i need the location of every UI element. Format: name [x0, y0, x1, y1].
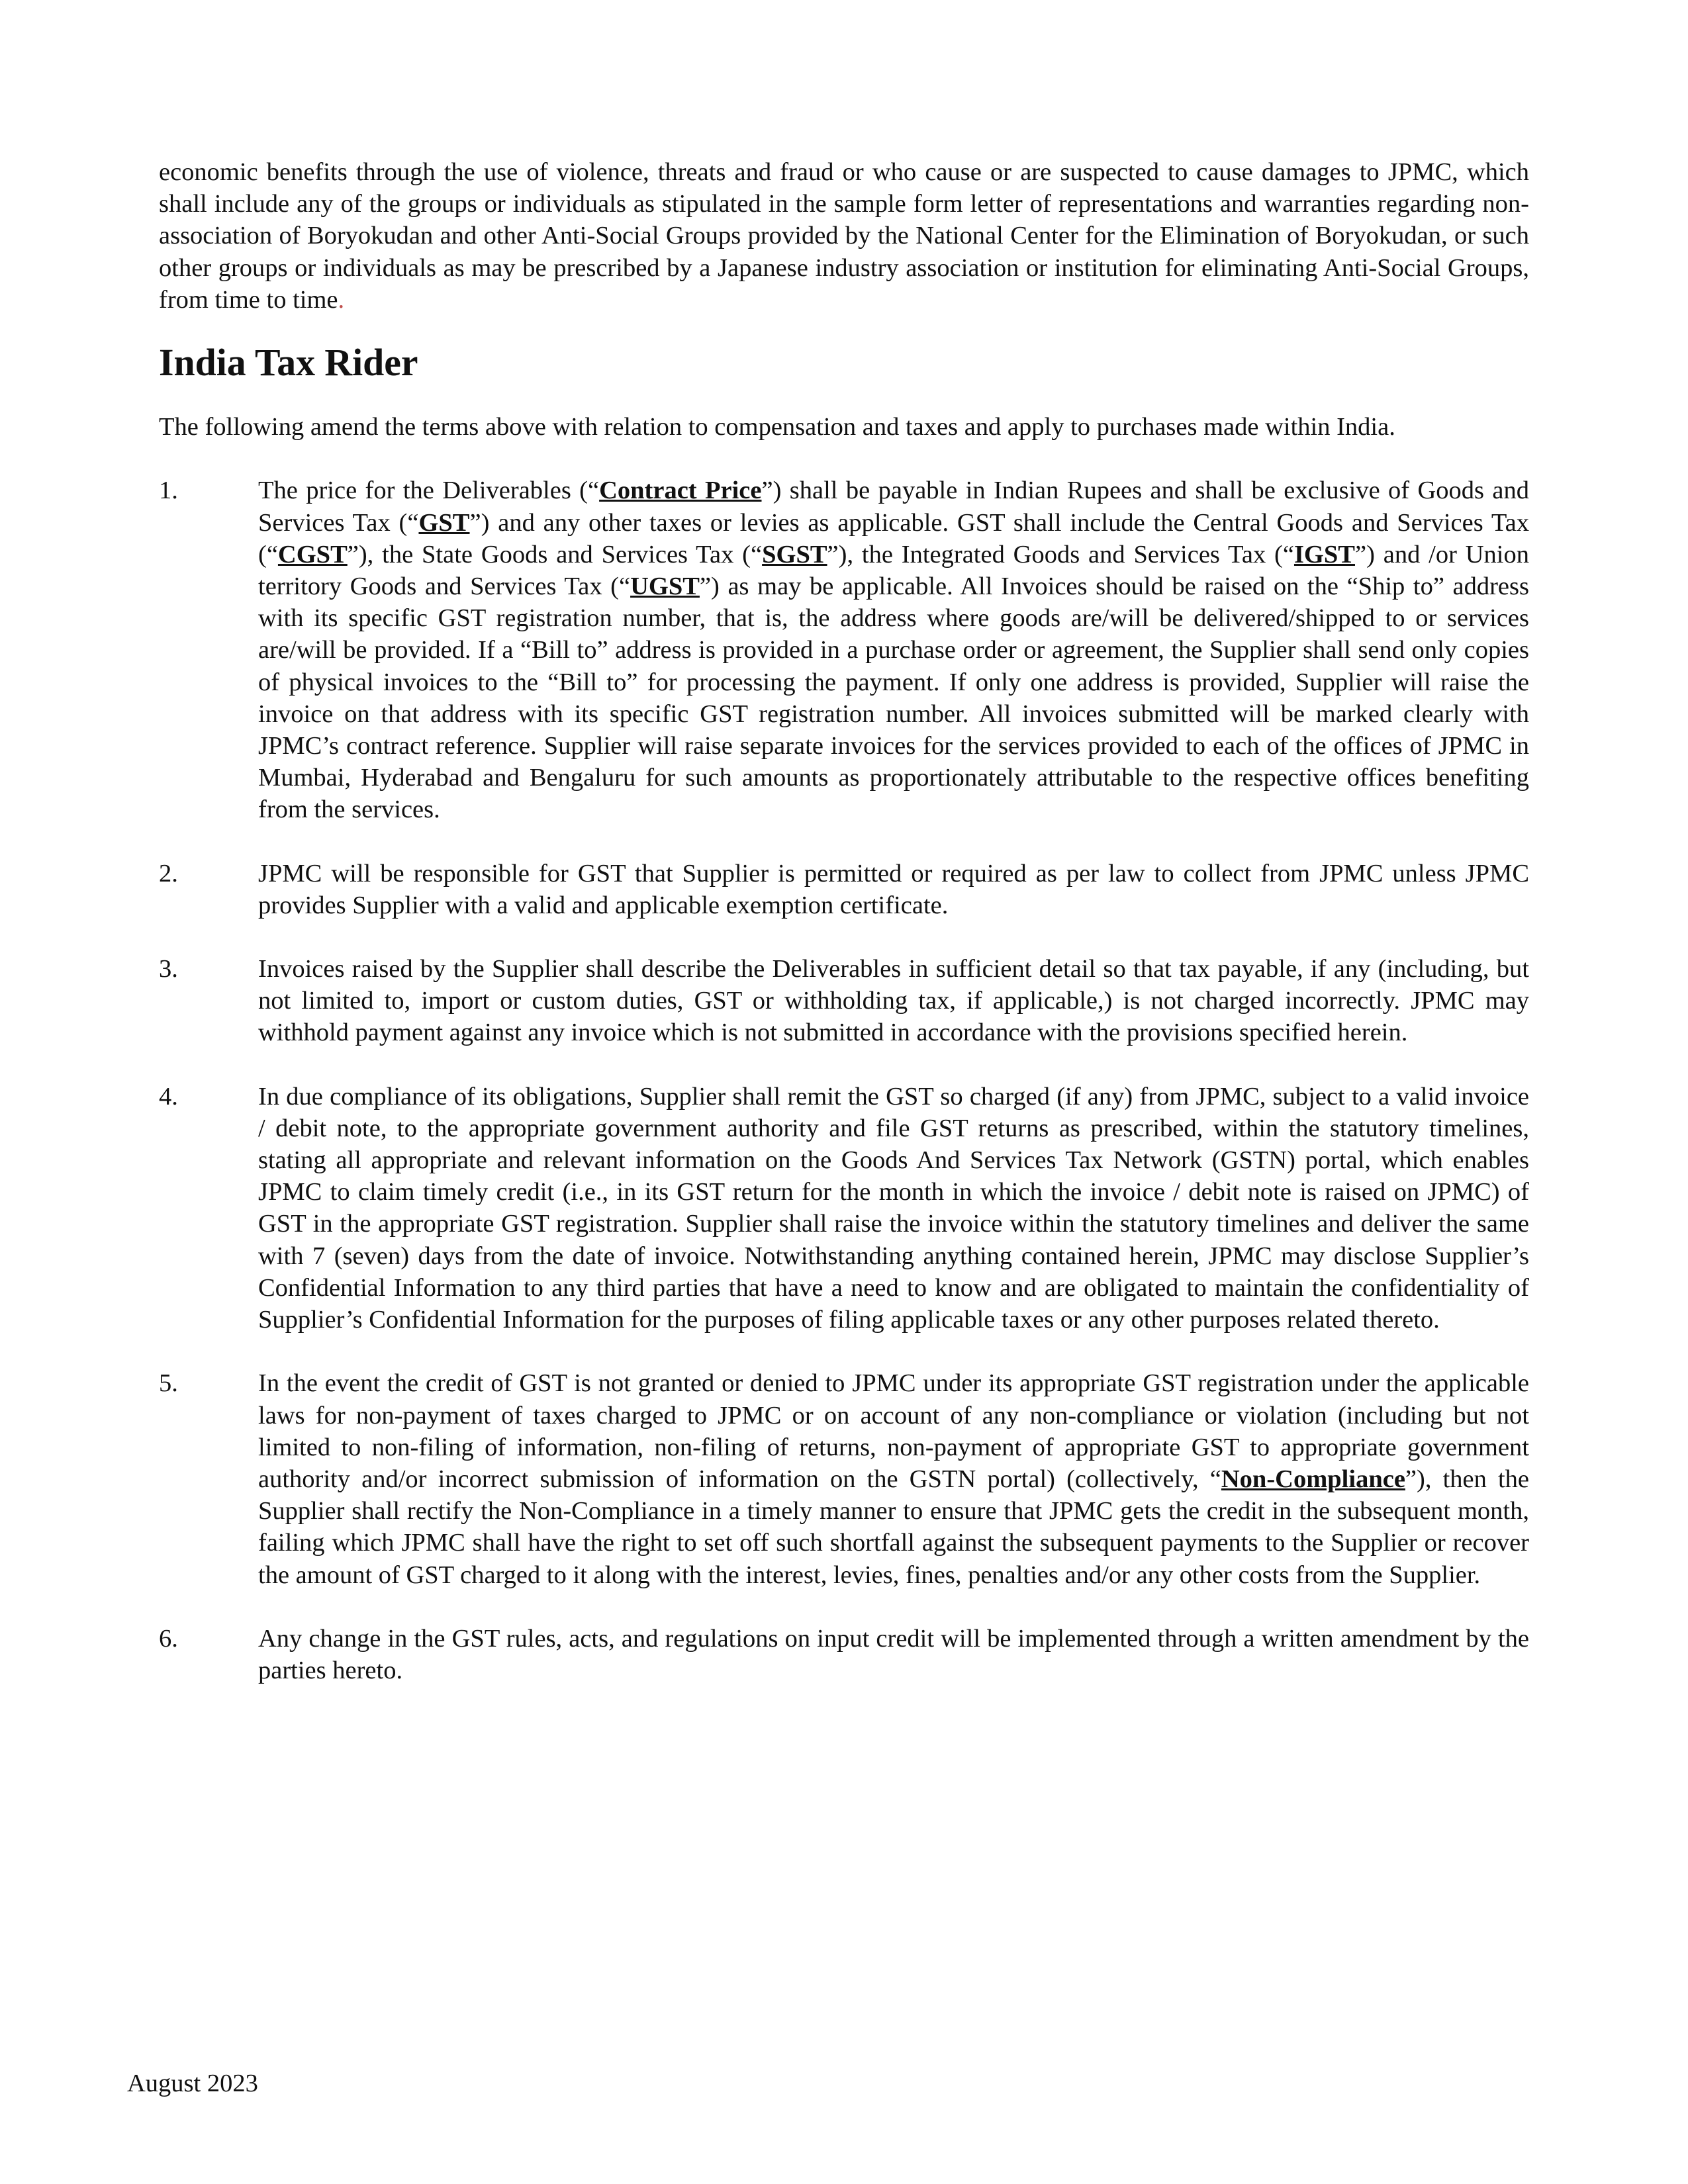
- defined-term: SGST: [762, 540, 827, 569]
- list-item-text: [258, 1081, 1529, 1336]
- intro-period: .: [338, 285, 345, 314]
- list-item-text: [258, 858, 1529, 921]
- list-item-number: 4.: [159, 1082, 178, 1111]
- list-item-text-segment: The price for the Deliverables (“: [258, 477, 600, 505]
- list-item-text-segment: ”), the State Goods and Services Tax (“: [347, 540, 763, 569]
- list-item: [159, 1081, 1529, 1336]
- list-item-text-segment: In due compliance of its obligations, Supplier shall remit the GST so charged (if any) from JPMC, subject to a valid invoice / debit note, to the appropriate government authority and file GST returns as prescribed, within the statutory timelines, stating all appropriate and relevant information on the Goods And Services Tax Network (GSTN) portal, which enables JPMC to claim timely credit (i.e., in its GST return for the month in which the invoice / debit note is raised on JPMC) of GST in the appropriate GST registration. Supplier shall raise the invoice within the statutory timelines and deliver the same with 7 (seven) days from the date of invoice. Notwithstanding anything contained herein, JPMC may disclose Supplier’s Confidential Information to any third parties that have a need to know and are obligated to maintain the confidentiality of Supplier’s Confidential Information for the purposes of filing applicable taxes or any other purposes related thereto.: [258, 1082, 1529, 1334]
- defined-term: Non-Compliance: [1221, 1465, 1405, 1493]
- defined-term: GST: [418, 508, 470, 537]
- list-item-text-segment: In the event the credit of GST is not granted or denied to JPMC under its appropriate GST registration under the applicable laws for non-payment of taxes charged to JPMC or on account of any non-compliance or violation (including but not limited to non-filing of information, non-filing of returns, non-payment of appropriate GST to appropriate government authority and/or incorrect submission of information on the GSTN portal) (collectively, “: [258, 1369, 1529, 1493]
- list-item-text: [258, 953, 1529, 1049]
- list-item-text-segment: ”) and /or Union territory Goods and Services Tax (“: [258, 540, 1530, 601]
- list-item-number: 1.: [159, 477, 178, 505]
- list-item-number: 2.: [159, 859, 178, 887]
- list-item: [159, 1623, 1529, 1686]
- list-item-text-segment: ”) shall be payable in Indian Rupees and shall be exclusive of Goods and Services Tax (“: [258, 477, 1529, 537]
- list-item-text: [258, 1623, 1529, 1686]
- defined-term: CGST: [277, 540, 348, 569]
- list-item: [159, 858, 1529, 921]
- footer-date: August 2023: [127, 2070, 258, 2097]
- list-item-text-segment: ”) and any other taxes or levies as applicable. GST shall include the Central Goods and Services Tax (“: [258, 508, 1529, 569]
- list-item-number: 6.: [159, 1624, 178, 1653]
- list-item-text-segment: ”) as may be applicable. All Invoices should be raised on the “Ship to” address with its specific GST registration number, that is, the address where goods are/will be delivered/shipped to or services are/will be provided. If a “Bill to” address is provided in a purchase order or agreement, the Supplier shall send only copies of physical invoices to the “Bill to” for processing the payment. If only one address is provided, Supplier will raise the invoice on that address with its specific GST registration number. All invoices submitted will be marked clearly with JPMC’s contract reference. Supplier will raise separate invoices for the services provided to each of the offices of JPMC in Mumbai, Hyderabad and Bengaluru for such amounts as proportionately attributable to the respective offices benefiting from the services.: [258, 572, 1529, 824]
- list-item-number: 3.: [159, 955, 178, 983]
- numbered-list: [159, 475, 1529, 1686]
- list-item-number: 5.: [159, 1369, 178, 1398]
- list-item-text-segment: ”), the Integrated Goods and Services Tax (“: [827, 540, 1294, 569]
- list-item-text-segment: ”), then the Supplier shall rectify the Non-Compliance in a timely manner to ensure that JPMC gets the credit in the subsequent month, failing which JPMC shall have the right to set off such shortfall against the subsequent payments to the Supplier or recover the amount of GST charged to it along with the interest, levies, fines, penalties and/or any other costs from the Supplier.: [258, 1465, 1530, 1589]
- defined-term: IGST: [1293, 540, 1355, 569]
- document-page: [159, 156, 1529, 1718]
- list-item-text: [258, 475, 1529, 825]
- intro-text: economic benefits through the use of violence, threats and fraud or who cause or are suspected to cause damages to JPMC, which shall include any of the groups or individuals as stipulated in the sample form letter of representations and warranties regarding non-association of Boryokudan and other Anti-Social Groups provided by the National Center for the Elimination of Boryokudan, or such other groups or individuals as may be prescribed by a Japanese industry association or institution for eliminating Anti-Social Groups, from time to time: [159, 158, 1529, 314]
- lead-paragraph: The following amend the terms above with relation to compensation and taxes and apply to purchases made within India.: [159, 413, 1395, 441]
- list-item-text-segment: Invoices raised by the Supplier shall describe the Deliverables in sufficient detail so that tax payable, if any (including, but not limited to, import or custom duties, GST or withholding tax, if applicable,) is not charged incorrectly. JPMC may withhold payment against any invoice which is not submitted in accordance with the provisions specified herein.: [258, 955, 1529, 1047]
- list-item: [159, 1367, 1529, 1590]
- defined-term: UGST: [630, 572, 700, 601]
- list-item-text-segment: Any change in the GST rules, acts, and regulations on input credit will be implemented through a written amendment by the parties hereto.: [258, 1624, 1529, 1684]
- list-item-text-segment: JPMC will be responsible for GST that Supplier is permitted or required as per law to collect from JPMC unless JPMC provides Supplier with a valid and applicable exemption certificate.: [258, 859, 1529, 919]
- list-item: [159, 953, 1529, 1049]
- defined-term: Contract Price: [599, 477, 762, 505]
- section-heading: India Tax Rider: [159, 342, 418, 385]
- list-item-text: [258, 1367, 1529, 1590]
- intro-paragraph: [159, 156, 1529, 316]
- list-item: [159, 475, 1529, 825]
